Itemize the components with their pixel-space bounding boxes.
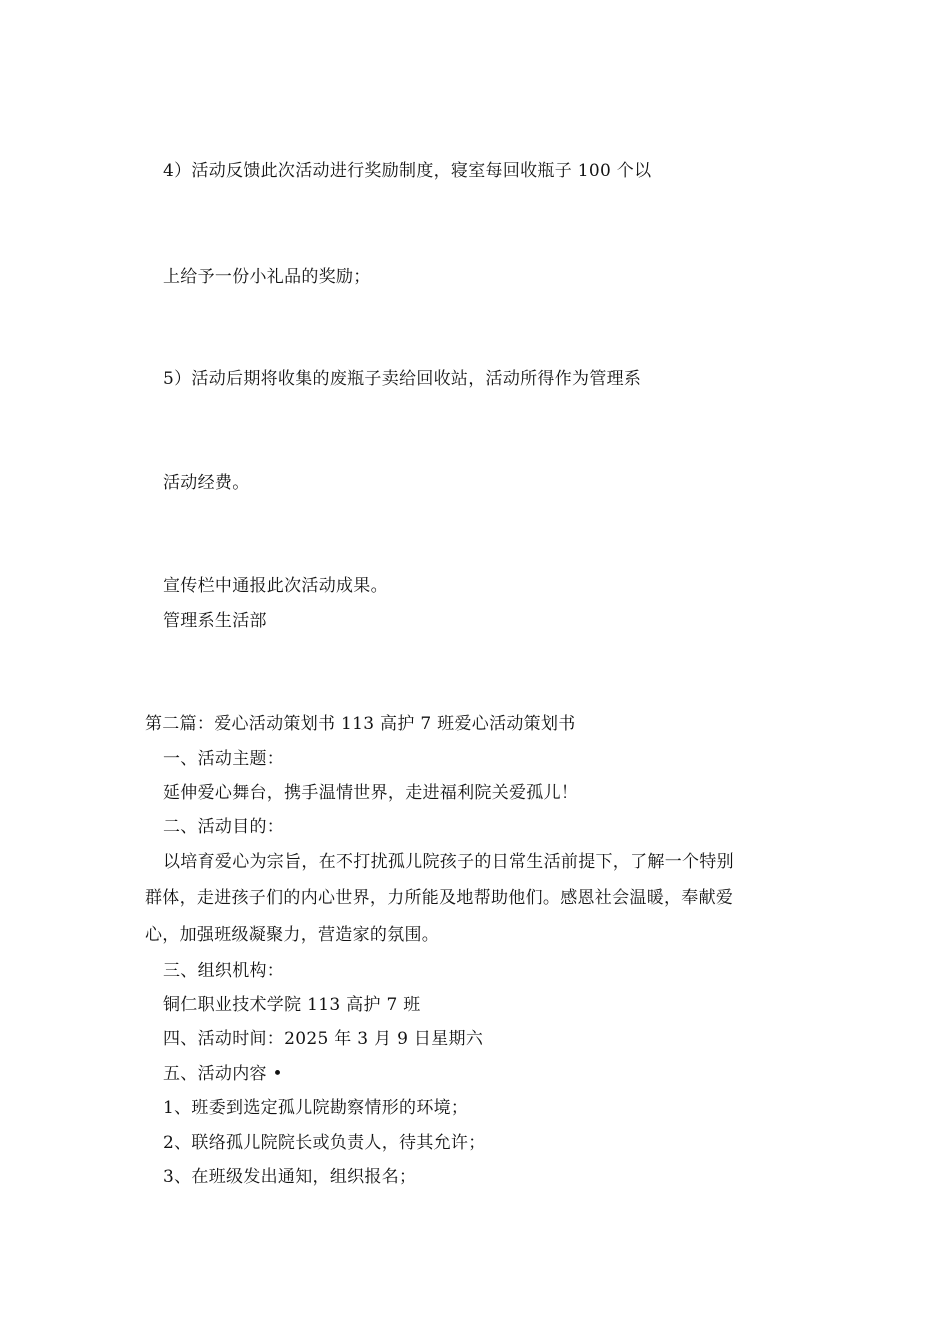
- purpose-line1: 以培育爱心为宗旨，在不打扰孤儿院孩子的日常生活前提下，了解一个特别: [163, 852, 734, 872]
- org-text: 铜仁职业技术学院 113 高护 7 班: [163, 995, 421, 1015]
- content-title: 五、活动内容 •: [163, 1064, 283, 1084]
- content-item-1: 1、班委到选定孤儿院勘察情形的环境；: [163, 1098, 469, 1118]
- item4-line1: 4）活动反馈此次活动进行奖励制度，寝室每回收瓶子 100 个以: [163, 161, 652, 181]
- item5-line2: 活动经费。: [163, 473, 250, 493]
- item4-line2: 上给予一份小礼品的奖励；: [163, 267, 371, 287]
- purpose-line2: 群体，走进孩子们的内心世界，力所能及地帮助他们。感恩社会温暖，奉献爱: [145, 888, 734, 908]
- content-item-3: 3、在班级发出通知，组织报名；: [163, 1167, 417, 1187]
- item5-line1: 5）活动后期将收集的废瓶子卖给回收站，活动所得作为管理系: [163, 369, 642, 389]
- notice-text: 宣传栏中通报此次活动成果。: [163, 576, 388, 596]
- theme-title: 一、活动主题：: [163, 749, 285, 769]
- theme-text: 延伸爱心舞台，携手温情世界，走进福利院关爱孤儿！: [163, 783, 579, 803]
- purpose-title: 二、活动目的：: [163, 817, 285, 837]
- signature-text: 管理系生活部: [163, 611, 267, 631]
- content-item-2: 2、联络孤儿院院长或负责人，待其允许；: [163, 1133, 486, 1153]
- time-text: 四、活动时间：2025 年 3 月 9 日星期六: [163, 1029, 484, 1049]
- purpose-line3: 心，加强班级凝聚力，营造家的氛围。: [145, 925, 440, 945]
- org-title: 三、组织机构：: [163, 961, 285, 981]
- section-heading: 第二篇：爱心活动策划书 113 高护 7 班爱心活动策划书: [145, 714, 576, 734]
